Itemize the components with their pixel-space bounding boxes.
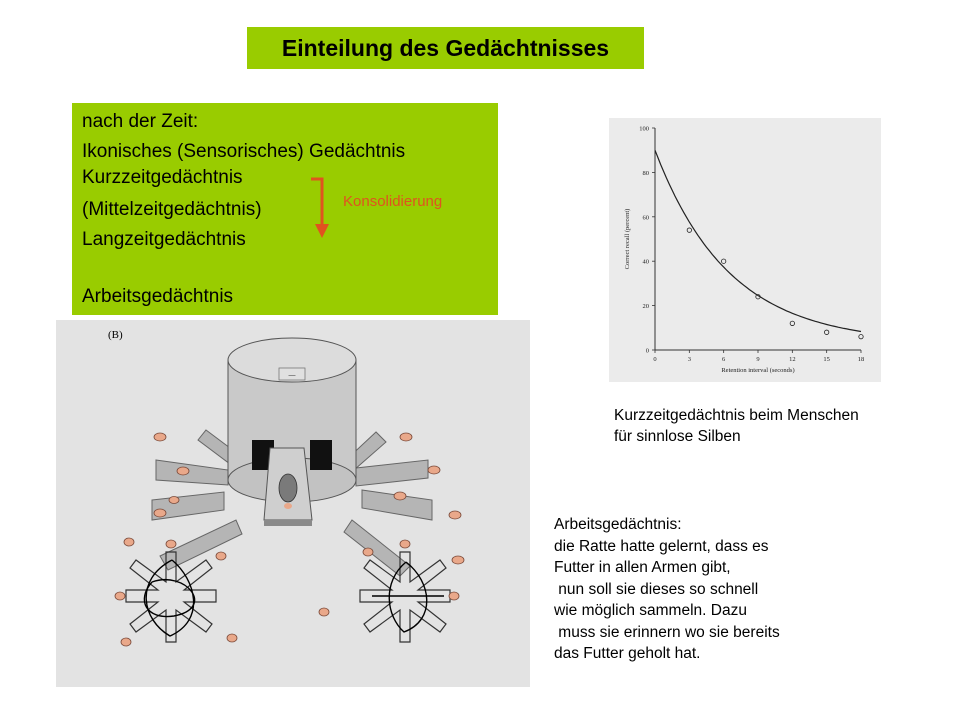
x-tick-label: 9 [756,356,760,363]
consolidation-arrow-icon [307,176,337,240]
cylinder-dial-text: — [288,372,296,379]
classification-line: nach der Zeit: [82,111,199,132]
caption-line: nun soll sie dieses so schnell [554,580,759,598]
fit-curve-line [655,150,861,331]
caption-line: die Ratte hatte gelernt, dass es [554,537,769,555]
consolidation-label: Konsolidierung [343,193,443,210]
caption-line: das Futter geholt hat. [554,645,701,662]
y-tick-label: 60 [642,214,649,222]
caption-line: Futter in allen Armen gibt, [554,559,731,576]
x-axis-label: Retention interval (seconds) [721,367,795,374]
y-tick-label: 0 [645,347,649,355]
recall-chart [609,118,881,382]
data-point [721,259,725,263]
classification-line: Arbeitsgedächtnis [82,286,234,307]
data-point [687,228,691,232]
slide-title-box [247,27,644,69]
y-axis-label: Correct recall (percent) [624,208,631,270]
classification-line: Kurzzeitgedächtnis [82,167,243,188]
data-point [790,321,794,325]
working-memory-caption [554,514,780,665]
y-tick-label: 100 [639,125,649,133]
y-tick-label: 20 [642,303,649,311]
caption-line: für sinnlose Silben [614,428,741,445]
radial-maze-figure [56,320,530,687]
classification-line: Ikonisches (Sensorisches) Gedächtnis [82,141,406,162]
y-tick-label: 80 [642,169,649,177]
chart-caption [614,405,859,447]
slide-title: Einteilung des Gedächtnisses [281,34,610,61]
data-point [859,334,863,338]
x-tick-label: 6 [722,356,726,363]
x-tick-label: 0 [653,356,657,363]
x-tick-label: 3 [687,356,691,363]
radial-maze-drawing [56,320,530,687]
maze-panel-label: (B) [108,329,123,341]
classification-line: Langzeitgedächtnis [82,229,246,250]
caption-line: Kurzzeitgedächtnis beim Menschen [614,407,859,424]
caption-line: Arbeitsgedächtnis: [554,516,682,533]
y-tick-label: 40 [642,258,649,266]
x-tick-label: 15 [823,356,830,363]
classification-line: (Mittelzeitgedächtnis) [82,199,262,220]
caption-line: muss sie erinnern wo sie bereits [554,623,780,641]
data-point [824,330,828,334]
x-tick-label: 18 [857,356,865,363]
x-tick-label: 12 [789,356,796,363]
caption-line: wie möglich sammeln. Dazu [554,602,747,619]
recall-chart-plot [609,118,881,382]
